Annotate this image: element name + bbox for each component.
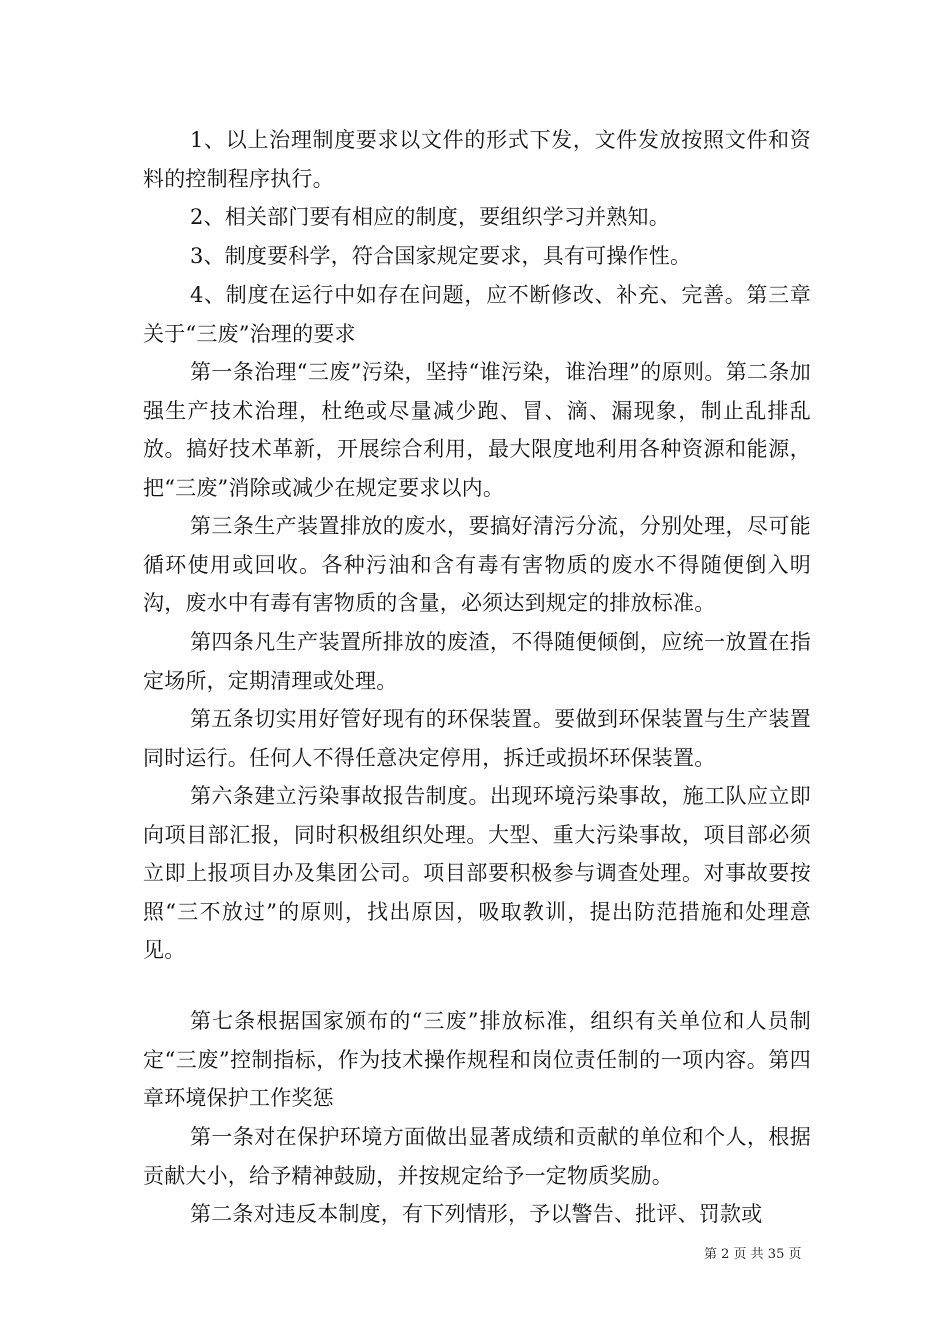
paragraph-11: 第一条对在保护环境方面做出显著成绩和贡献的单位和个人，根据贡献大小，给予精神鼓励，并按规定给予一定物质奖励。: [143, 1125, 811, 1188]
paragraph-9: 第六条建立污染事故报告制度。出现环境污染事故，施工队应立即向项目部汇报，同时积极组织处理。大型、重大污染事故，项目部必须立即上报项目办及集团公司。项目部要积极参与调查处理。对事故要按照“三不放过”的原则，找出原因，吸取教训，提出防范措施和处理意见。: [143, 784, 811, 963]
paragraph-8: 第五条切实用好管好现有的环保装置。要做到环保装置与生产装置同时运行。任何人不得任意决定停用，拆迁或损坏环保装置。: [143, 707, 811, 770]
page-number: 第 2 页 共 35 页: [704, 1247, 802, 1262]
paragraph-1: 1、以上治理制度要求以文件的形式下发，文件发放按照文件和资料的控制程序执行。: [143, 128, 811, 191]
paragraph-10: 第七条根据国家颁布的“三废”排放标准，组织有关单位和人员制定“三废”控制指标，作为技术操作规程和岗位责任制的一项内容。第四章环境保护工作奖惩: [143, 1009, 811, 1111]
paragraph-12: 第二条对违反本制度，有下列情形，予以警告、批评、罚款或: [190, 1202, 763, 1226]
paragraph-6: 第三条生产装置排放的废水，要搞好清污分流，分别处理，尽可能循环使用或回收。各种污油和含有毒有害物质的废水不得随便倒入明沟，废水中有毒有害物质的含量，必须达到规定的排放标准。: [143, 514, 811, 616]
paragraph-7: 第四条凡生产装置所排放的废渣，不得随便倾倒，应统一放置在指定场所，定期清理或处理。: [143, 630, 811, 693]
paragraph-4: 4、制度在运行中如存在问题，应不断修改、补充、完善。第三章关于“三废”治理的要求: [143, 283, 811, 346]
paragraph-5: 第一条治理“三废”污染，坚持“谁污染，谁治理”的原则。第二条加强生产技术治理，杜绝或尽量减少跑、冒、滴、漏现象，制止乱排乱放。搞好技术革新，开展综合利用，最大限度地利用各种资源和能源，把“三废”消除或减少在规定要求以内。: [143, 360, 811, 500]
paragraph-3: 3、制度要科学，符合国家规定要求，具有可操作性。: [190, 244, 692, 268]
paragraph-2: 2、相关部门要有相应的制度，要组织学习并熟知。: [190, 205, 670, 229]
